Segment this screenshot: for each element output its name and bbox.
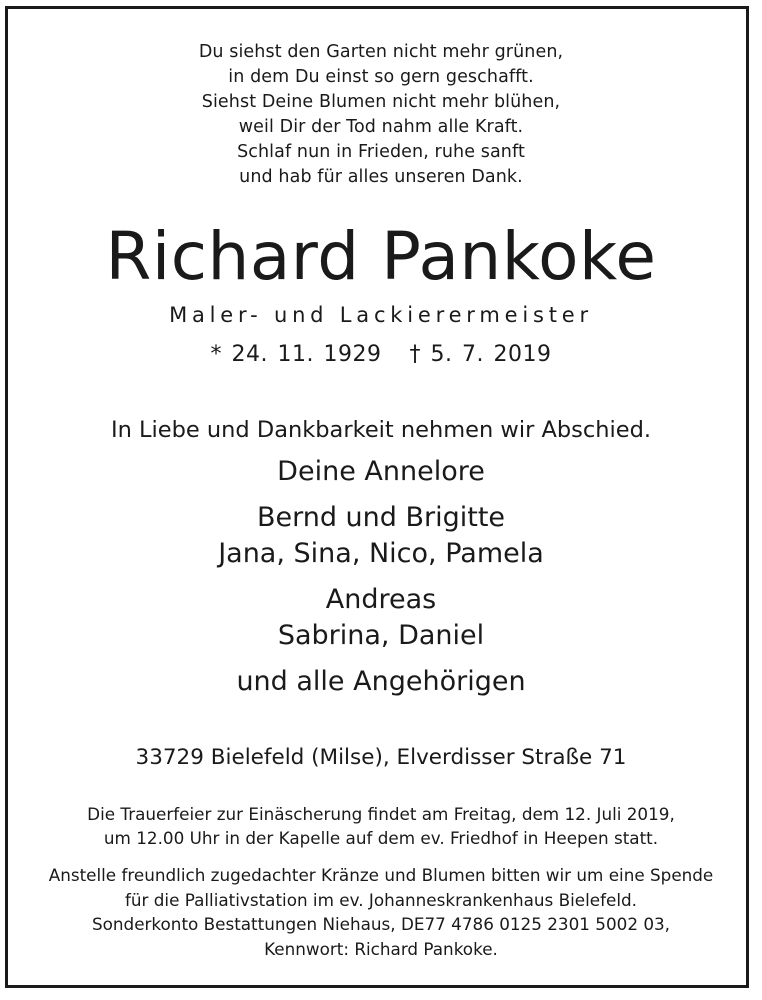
farewell-line: In Liebe und Dankbarkeit nehmen wir Abschied.: [110, 417, 652, 443]
family-member: Deine Annelore: [277, 456, 485, 487]
ceremony-line: um 12.00 Uhr in der Kapelle auf dem ev. Friedhof in Heepen statt.: [103, 828, 659, 848]
deceased-name: Richard Pankoke: [105, 218, 657, 295]
birth-date: * 24. 11. 1929: [210, 342, 382, 367]
poem-line: Siehst Deine Blumen nicht mehr blühen,: [201, 92, 561, 112]
life-dates: [0, 342, 762, 367]
poem-line: Schlaf nun in Frieden, ruhe sanft: [237, 142, 525, 162]
donation-line: für die Palliativstation im ev. Johanneskrankenhaus Bielefeld.: [125, 890, 637, 910]
family-member: Bernd und Brigitte: [256, 502, 506, 533]
family-member: Jana, Sina, Nico, Pamela: [218, 538, 544, 569]
poem-line: in dem Du einst so gern geschafft.: [228, 67, 534, 87]
family-member: Sabrina, Daniel: [277, 620, 485, 651]
deceased-profession: Maler- und Lackierermeister: [169, 303, 593, 327]
family-member: Andreas: [325, 584, 437, 615]
address: 33729 Bielefeld (Milse), Elverdisser Straße 71: [135, 745, 627, 770]
poem-line: weil Dir der Tod nahm alle Kraft.: [238, 117, 524, 137]
poem-line: und hab für alles unseren Dank.: [239, 167, 523, 187]
ceremony-line: Die Trauerfeier zur Einäscherung findet am Freitag, dem 12. Juli 2019,: [87, 804, 675, 824]
poem-line: Du siehst den Garten nicht mehr grünen,: [198, 42, 564, 62]
donation-line: Sonderkonto Bestattungen Niehaus, DE77 4786 0125 2301 5002 03,: [91, 914, 671, 934]
family-member: und alle Angehörigen: [236, 666, 526, 697]
donation-line: Kennwort: Richard Pankoke.: [264, 939, 498, 959]
donation-line: Anstelle freundlich zugedachter Kränze und Blumen bitten wir um eine Spende: [48, 865, 714, 885]
death-date: † 5. 7. 2019: [409, 342, 552, 367]
